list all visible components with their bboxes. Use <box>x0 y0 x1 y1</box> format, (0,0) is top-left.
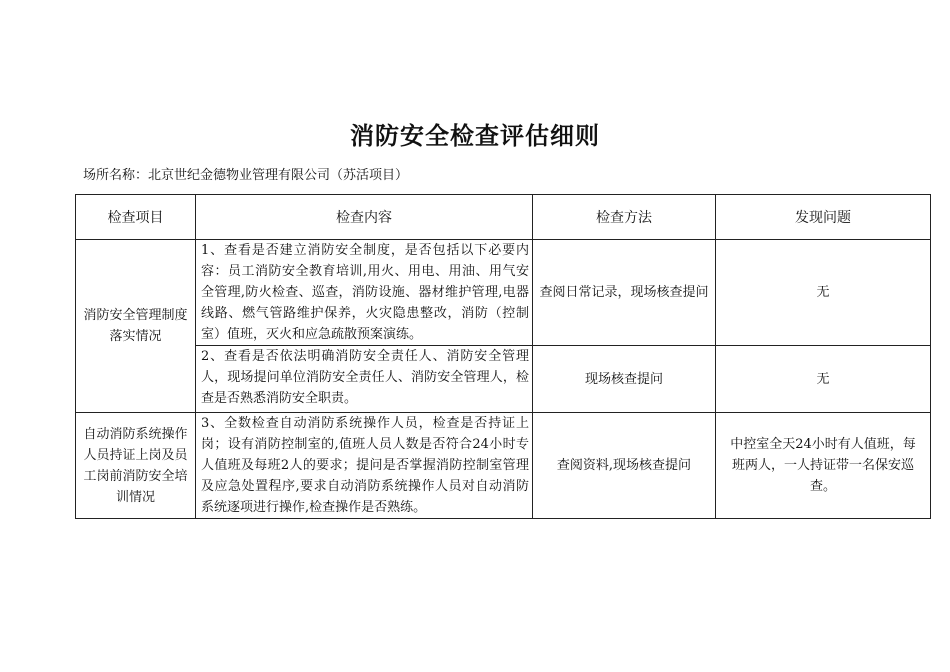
header-check-method: 检查方法 <box>533 195 716 240</box>
table-row <box>76 240 931 346</box>
document-title: 消防安全检查评估细则 <box>350 122 600 150</box>
inspection-table <box>75 194 931 519</box>
table-header-row <box>76 195 931 240</box>
finding-cell: 无 <box>716 346 931 413</box>
header-check-item: 检查项目 <box>76 195 196 240</box>
check-content-cell: 1、查看是否建立消防安全制度，是否包括以下必要内容：员工消防安全教育培训,用火、用电、用油、用气安全管理,防火检查、巡查，消防设施、器材维护管理,电器线路、燃气管路维护保养，火灾隐患整改，消防（控制室）值班，灭火和应急疏散预案演练。 <box>196 240 533 346</box>
venue-name: 场所名称：北京世纪金德物业管理有限公司（苏活项目） <box>83 168 409 183</box>
table-row <box>76 346 931 413</box>
header-findings: 发现问题 <box>716 195 931 240</box>
check-method-cell: 现场核查提问 <box>533 346 716 413</box>
check-content-cell: 3、全数检查自动消防系统操作人员，检查是否持证上岗；设有消防控制室的,值班人员人数是否符合24小时专人值班及每班2人的要求；提问是否掌握消防控制室管理及应急处置程序,要求自动消防系统操作人员对自动消防系统逐项进行操作,检查操作是否熟练。 <box>196 413 533 519</box>
check-method-cell: 查阅资料,现场核查提问 <box>533 413 716 519</box>
finding-cell: 无 <box>716 240 931 346</box>
check-item-cell: 消防安全管理制度落实情况 <box>76 240 196 413</box>
check-content-cell: 2、查看是否依法明确消防安全责任人、消防安全管理人，现场提问单位消防安全责任人、消防安全管理人，检查是否熟悉消防安全职责。 <box>196 346 533 413</box>
check-item-cell: 自动消防系统操作人员持证上岗及员工岗前消防安全培训情况 <box>76 413 196 519</box>
header-check-content: 检查内容 <box>196 195 533 240</box>
finding-cell: 中控室全天24小时有人值班，每班两人，一人持证带一名保安巡查。 <box>716 413 931 519</box>
table-row <box>76 413 931 519</box>
check-method-cell: 查阅日常记录，现场核查提问 <box>533 240 716 346</box>
